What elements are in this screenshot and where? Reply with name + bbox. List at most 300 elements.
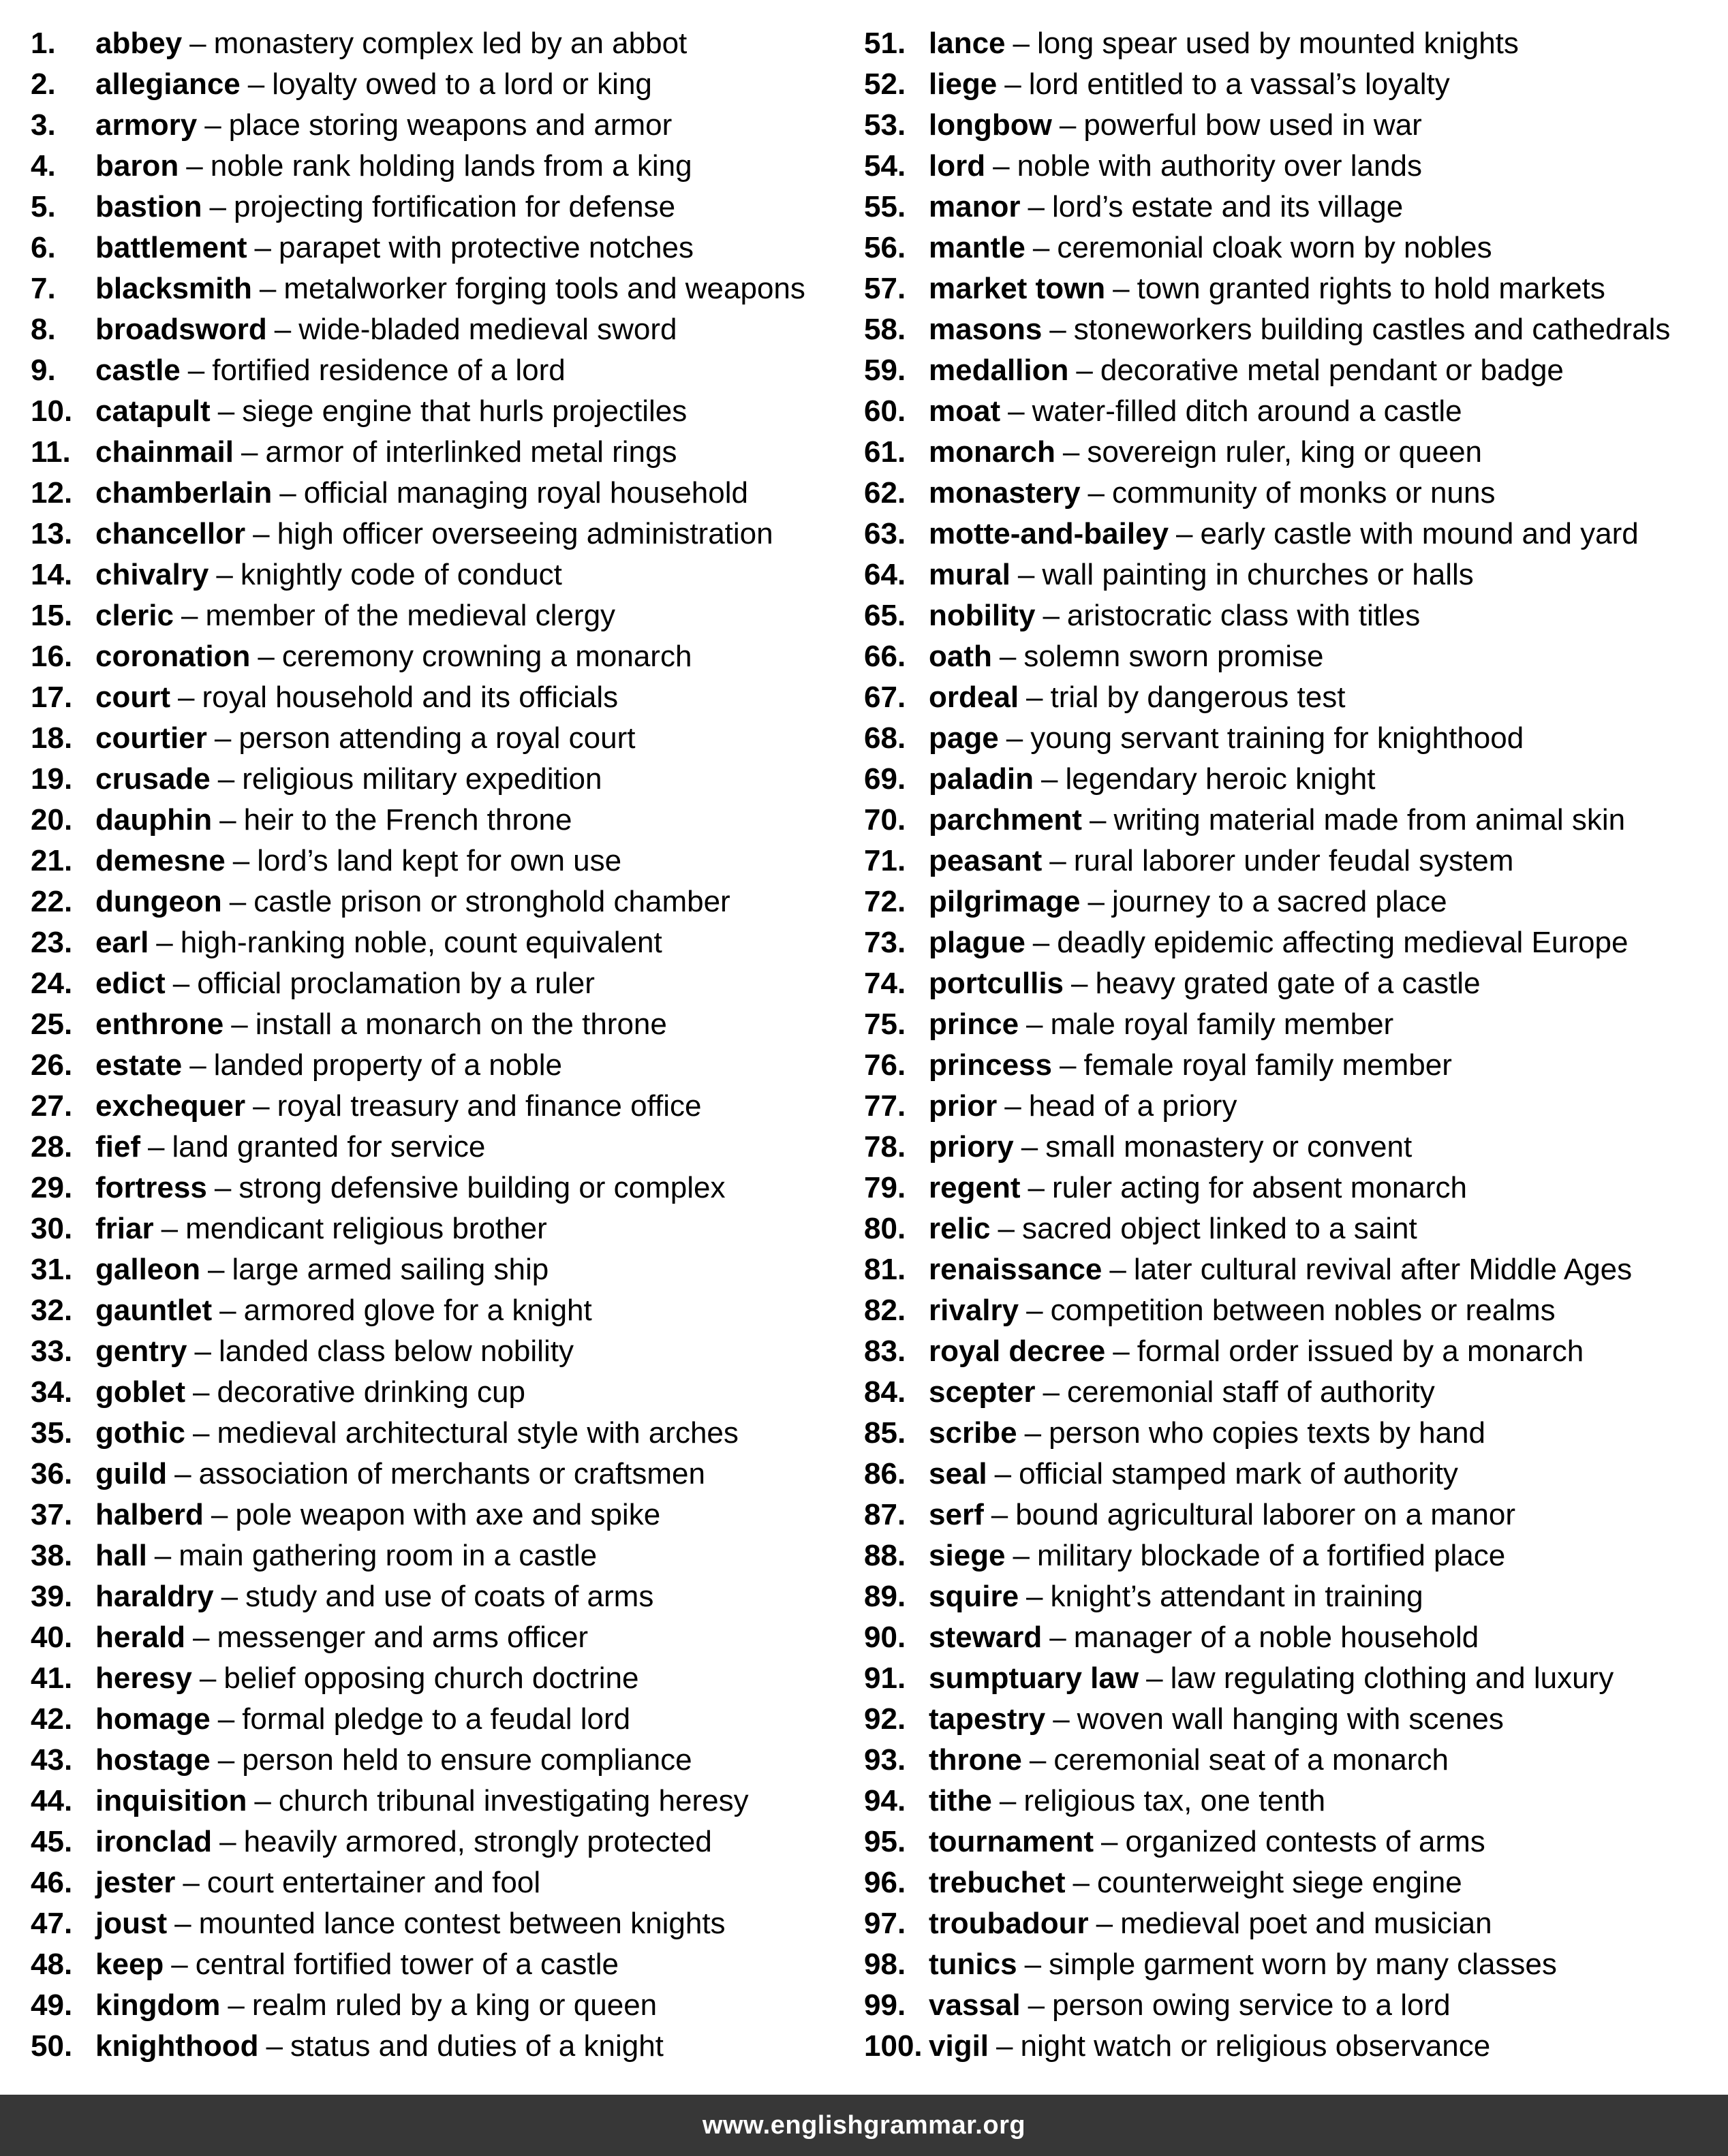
separator: –: [1004, 1089, 1021, 1123]
item-term: goblet: [95, 1375, 185, 1409]
separator: –: [189, 27, 206, 60]
item-number: 80.: [864, 1212, 906, 1245]
item-definition: military blockade of a fortified place: [1037, 1539, 1506, 1572]
item-term: estate: [95, 1048, 183, 1082]
item-term: princess: [929, 1048, 1052, 1082]
list-item: [31, 595, 848, 636]
list-item: [864, 1862, 1723, 1903]
list-item: [31, 2026, 848, 2067]
item-term: liege: [929, 67, 998, 101]
item-term: broadsword: [95, 313, 267, 346]
item-term: relic: [929, 1212, 991, 1245]
list-item: [31, 473, 848, 514]
list-item: [864, 1781, 1723, 1822]
separator: –: [204, 108, 221, 142]
item-number: 76.: [864, 1048, 906, 1082]
list-item: [864, 1208, 1723, 1249]
item-number: 40.: [31, 1621, 73, 1654]
separator: –: [154, 1539, 172, 1572]
vocabulary-list: [0, 23, 1728, 2087]
item-number: 64.: [864, 558, 906, 591]
item-number: 88.: [864, 1539, 906, 1572]
list-item: [31, 105, 848, 146]
item-term: court: [95, 681, 170, 714]
item-term: scepter: [929, 1375, 1036, 1409]
item-definition: town granted rights to hold markets: [1137, 272, 1605, 305]
item-number: 8.: [31, 313, 56, 346]
list-item: [864, 187, 1723, 228]
list-item: [31, 1862, 848, 1903]
item-number: 56.: [864, 231, 906, 264]
item-definition: fortified residence of a lord: [212, 354, 566, 387]
item-number: 36.: [31, 1457, 73, 1490]
item-number: 85.: [864, 1416, 906, 1450]
list-item: [31, 309, 848, 350]
list-item: [864, 1617, 1723, 1658]
separator: –: [996, 2029, 1013, 2063]
separator: –: [208, 1253, 225, 1286]
list-item: [31, 1372, 848, 1413]
item-definition: decorative metal pendant or badge: [1100, 354, 1564, 387]
list-item: [31, 1208, 848, 1249]
item-term: herald: [95, 1621, 186, 1654]
item-definition: church tribunal investigating heresy: [278, 1784, 749, 1817]
separator: –: [254, 231, 271, 264]
item-number: 26.: [31, 1048, 73, 1082]
item-term: keep: [95, 1948, 164, 1981]
item-definition: royal household and its officials: [202, 681, 619, 714]
separator: –: [254, 1784, 271, 1817]
separator: –: [217, 1743, 235, 1777]
list-item: [31, 1004, 848, 1045]
item-term: haraldry: [95, 1580, 214, 1613]
item-definition: belief opposing church doctrine: [223, 1661, 639, 1695]
separator: –: [1176, 517, 1193, 550]
list-item: [31, 23, 848, 64]
item-definition: night watch or religious observance: [1020, 2029, 1491, 2063]
separator: –: [1026, 1294, 1043, 1327]
separator: –: [999, 1784, 1017, 1817]
item-number: 70.: [864, 803, 906, 837]
item-number: 72.: [864, 885, 906, 918]
item-definition: ceremonial cloak worn by nobles: [1057, 231, 1492, 264]
separator: –: [1026, 681, 1043, 714]
separator: –: [279, 476, 296, 510]
list-item: [864, 309, 1723, 350]
list-item: [31, 268, 848, 309]
item-definition: court entertainer and fool: [206, 1866, 541, 1899]
list-item: [864, 1004, 1723, 1045]
item-number: 53.: [864, 108, 906, 142]
separator: –: [174, 1907, 191, 1940]
item-term: guild: [95, 1457, 168, 1490]
list-item: [864, 1331, 1723, 1372]
item-term: inquisition: [95, 1784, 247, 1817]
item-term: edict: [95, 967, 166, 1000]
separator: –: [1049, 313, 1066, 346]
item-number: 43.: [31, 1743, 73, 1777]
list-item: [864, 350, 1723, 391]
item-number: 61.: [864, 435, 906, 469]
item-number: 29.: [31, 1171, 73, 1204]
item-number: 33.: [31, 1334, 73, 1368]
item-term: crusade: [95, 762, 211, 796]
separator: –: [1101, 1825, 1118, 1858]
list-item: [31, 1822, 848, 1862]
item-number: 91.: [864, 1661, 906, 1695]
item-term: ordeal: [929, 681, 1019, 714]
list-item: [31, 187, 848, 228]
separator: –: [1008, 394, 1025, 428]
item-definition: solemn sworn promise: [1023, 640, 1324, 673]
item-number: 92.: [864, 1702, 906, 1736]
separator: –: [1062, 435, 1080, 469]
list-item: [864, 636, 1723, 677]
item-number: 75.: [864, 1007, 906, 1041]
item-number: 35.: [31, 1416, 73, 1450]
item-term: tunics: [929, 1948, 1017, 1981]
item-term: halberd: [95, 1498, 204, 1531]
item-definition: wall painting in churches or halls: [1042, 558, 1474, 591]
item-number: 78.: [864, 1130, 906, 1163]
item-number: 25.: [31, 1007, 73, 1041]
item-number: 28.: [31, 1130, 73, 1163]
separator: –: [991, 1498, 1008, 1531]
item-definition: ceremonial staff of authority: [1067, 1375, 1435, 1409]
item-definition: organized contests of arms: [1125, 1825, 1485, 1858]
item-term: chainmail: [95, 435, 234, 469]
item-definition: young servant training for knighthood: [1030, 721, 1524, 755]
item-definition: large armed sailing ship: [232, 1253, 549, 1286]
separator: –: [1017, 558, 1035, 591]
separator: –: [1006, 721, 1023, 755]
separator: –: [219, 803, 236, 837]
item-definition: realm ruled by a king or queen: [251, 1988, 658, 2022]
item-definition: place storing weapons and armor: [228, 108, 673, 142]
item-number: 24.: [31, 967, 73, 1000]
item-term: homage: [95, 1702, 211, 1736]
item-term: longbow: [929, 108, 1052, 142]
item-definition: pole weapon with axe and spike: [235, 1498, 661, 1531]
item-definition: status and duties of a knight: [290, 2029, 664, 2063]
item-number: 68.: [864, 721, 906, 755]
item-number: 97.: [864, 1907, 906, 1940]
separator: –: [216, 558, 233, 591]
item-definition: person attending a royal court: [238, 721, 636, 755]
list-item: [864, 1168, 1723, 1208]
item-number: 20.: [31, 803, 73, 837]
item-definition: association of merchants or craftsmen: [198, 1457, 706, 1490]
item-term: galleon: [95, 1253, 201, 1286]
list-item: [864, 473, 1723, 514]
list-item: [864, 881, 1723, 922]
item-number: 87.: [864, 1498, 906, 1531]
separator: –: [1049, 844, 1066, 877]
item-term: fortress: [95, 1171, 207, 1204]
list-item: [864, 1372, 1723, 1413]
item-term: lord: [929, 149, 986, 183]
item-term: monarch: [929, 435, 1055, 469]
item-number: 51.: [864, 27, 906, 60]
item-definition: person who copies texts by hand: [1049, 1416, 1485, 1450]
separator: –: [1024, 1416, 1042, 1450]
separator: –: [1113, 1334, 1130, 1368]
separator: –: [266, 2029, 283, 2063]
item-number: 52.: [864, 67, 906, 101]
item-definition: law regulating clothing and luxury: [1170, 1661, 1614, 1695]
item-term: prior: [929, 1089, 998, 1123]
item-definition: wide-bladed medieval sword: [298, 313, 677, 346]
item-definition: deadly epidemic affecting medieval Europe: [1057, 926, 1629, 959]
item-term: abbey: [95, 27, 183, 60]
item-number: 30.: [31, 1212, 73, 1245]
footer-bar: [0, 2095, 1728, 2156]
separator: –: [1029, 1743, 1047, 1777]
separator: –: [193, 1621, 210, 1654]
separator: –: [172, 967, 190, 1000]
item-number: 96.: [864, 1866, 906, 1899]
list-item: [864, 514, 1723, 554]
list-item: [864, 1495, 1723, 1535]
item-term: siege: [929, 1539, 1006, 1572]
list-item: [864, 1086, 1723, 1127]
item-number: 11.: [31, 435, 71, 469]
item-number: 39.: [31, 1580, 73, 1613]
item-term: chivalry: [95, 558, 209, 591]
item-number: 79.: [864, 1171, 906, 1204]
item-definition: bound agricultural laborer on a manor: [1015, 1498, 1515, 1531]
item-number: 62.: [864, 476, 906, 510]
item-definition: female royal family member: [1083, 1048, 1452, 1082]
list-item: [864, 1127, 1723, 1168]
separator: –: [1146, 1661, 1163, 1695]
item-number: 49.: [31, 1988, 73, 2022]
list-item: [31, 432, 848, 473]
item-term: armory: [95, 108, 198, 142]
item-term: paladin: [929, 762, 1034, 796]
item-term: castle: [95, 354, 181, 387]
list-item: [31, 636, 848, 677]
item-number: 9.: [31, 354, 56, 387]
list-item: [31, 1617, 848, 1658]
list-item: [31, 1331, 848, 1372]
separator: –: [186, 149, 203, 183]
item-definition: sacred object linked to a saint: [1022, 1212, 1417, 1245]
list-item: [864, 759, 1723, 800]
separator: –: [229, 885, 247, 918]
separator: –: [999, 640, 1017, 673]
list-item: [31, 1495, 848, 1535]
item-number: 7.: [31, 272, 56, 305]
separator: –: [247, 67, 265, 101]
separator: –: [174, 1457, 191, 1490]
separator: –: [1028, 190, 1045, 223]
separator: –: [199, 1661, 217, 1695]
item-number: 3.: [31, 108, 56, 142]
item-term: gauntlet: [95, 1294, 213, 1327]
separator: –: [1071, 967, 1088, 1000]
list-item: [864, 841, 1723, 881]
separator: –: [171, 1948, 188, 1981]
item-definition: heavily armored, strongly protected: [243, 1825, 712, 1858]
separator: –: [192, 1375, 210, 1409]
item-definition: ceremonial seat of a monarch: [1053, 1743, 1449, 1777]
item-term: fief: [95, 1130, 140, 1163]
item-number: 23.: [31, 926, 73, 959]
item-definition: main gathering room in a castle: [179, 1539, 598, 1572]
item-number: 15.: [31, 599, 73, 632]
list-item: [864, 105, 1723, 146]
item-number: 6.: [31, 231, 56, 264]
item-definition: mendicant religious brother: [185, 1212, 547, 1245]
list-item: [864, 1658, 1723, 1699]
item-definition: religious military expedition: [242, 762, 602, 796]
list-item: [31, 1699, 848, 1740]
list-item: [31, 922, 848, 963]
separator: –: [1021, 1130, 1038, 1163]
separator: –: [259, 272, 277, 305]
separator: –: [219, 1294, 236, 1327]
item-definition: messenger and arms officer: [217, 1621, 589, 1654]
item-term: hostage: [95, 1743, 211, 1777]
list-item: [864, 432, 1723, 473]
item-number: 89.: [864, 1580, 906, 1613]
item-definition: projecting fortification for defense: [233, 190, 676, 223]
list-item: [864, 1454, 1723, 1495]
separator: –: [274, 313, 292, 346]
item-number: 14.: [31, 558, 73, 591]
separator: –: [241, 435, 258, 469]
separator: –: [1026, 1580, 1043, 1613]
item-definition: community of monks or nuns: [1112, 476, 1496, 510]
item-term: knighthood: [95, 2029, 259, 2063]
list-item: [31, 1086, 848, 1127]
list-item: [864, 963, 1723, 1004]
item-definition: simple garment worn by many classes: [1049, 1948, 1557, 1981]
item-term: parchment: [929, 803, 1082, 837]
item-term: nobility: [929, 599, 1036, 632]
separator: –: [1013, 27, 1030, 60]
item-term: mural: [929, 558, 1010, 591]
item-term: monastery: [929, 476, 1081, 510]
item-term: manor: [929, 190, 1021, 223]
separator: –: [1041, 762, 1058, 796]
item-definition: metalworker forging tools and weapons: [283, 272, 805, 305]
separator: –: [232, 844, 250, 877]
separator: –: [1089, 803, 1107, 837]
item-term: troubadour: [929, 1907, 1089, 1940]
item-term: vigil: [929, 2029, 989, 2063]
item-term: vassal: [929, 1988, 1021, 2022]
item-term: squire: [929, 1580, 1019, 1613]
item-definition: powerful bow used in war: [1083, 108, 1422, 142]
item-number: 60.: [864, 394, 906, 428]
item-definition: castle prison or stronghold chamber: [253, 885, 730, 918]
item-term: dungeon: [95, 885, 222, 918]
item-term: blacksmith: [95, 272, 252, 305]
list-item: [864, 1045, 1723, 1086]
item-number: 71.: [864, 844, 906, 877]
item-term: trebuchet: [929, 1866, 1066, 1899]
item-definition: mounted lance contest between knights: [198, 1907, 726, 1940]
item-term: plague: [929, 926, 1025, 959]
list-item: [31, 1413, 848, 1454]
item-number: 84.: [864, 1375, 906, 1409]
item-term: renaissance: [929, 1253, 1102, 1286]
list-item: [31, 1740, 848, 1781]
separator: –: [221, 1580, 238, 1613]
item-term: sumptuary law: [929, 1661, 1139, 1695]
item-number: 81.: [864, 1253, 906, 1286]
item-definition: landed class below nobility: [218, 1334, 574, 1368]
item-definition: person owing service to a lord: [1052, 1988, 1451, 2022]
separator: –: [1073, 1866, 1090, 1899]
item-term: pilgrimage: [929, 885, 1081, 918]
item-definition: lord’s land kept for own use: [257, 844, 622, 877]
item-term: oath: [929, 640, 992, 673]
item-term: prince: [929, 1007, 1019, 1041]
footer-website-link[interactable]: www.englishgrammar.org: [702, 2110, 1026, 2140]
item-number: 27.: [31, 1089, 73, 1123]
item-term: page: [929, 721, 999, 755]
item-number: 94.: [864, 1784, 906, 1817]
item-number: 16.: [31, 640, 73, 673]
separator: –: [214, 1171, 232, 1204]
item-definition: rural laborer under feudal system: [1073, 844, 1514, 877]
separator: –: [1087, 476, 1105, 510]
list-item: [31, 718, 848, 759]
item-number: 19.: [31, 762, 73, 796]
list-item: [31, 391, 848, 432]
separator: –: [219, 1825, 236, 1858]
item-definition: parapet with protective notches: [278, 231, 694, 264]
list-item: [31, 881, 848, 922]
item-term: gentry: [95, 1334, 187, 1368]
item-term: regent: [929, 1171, 1021, 1204]
item-definition: stoneworkers building castles and cathedrals: [1073, 313, 1671, 346]
separator: –: [1076, 354, 1093, 387]
list-item: [864, 1985, 1723, 2026]
item-definition: landed property of a noble: [213, 1048, 562, 1082]
item-number: 55.: [864, 190, 906, 223]
separator: –: [1024, 1948, 1042, 1981]
item-term: priory: [929, 1130, 1014, 1163]
list-item: [864, 1699, 1723, 1740]
item-number: 46.: [31, 1866, 73, 1899]
item-definition: loyalty owed to a lord or king: [272, 67, 652, 101]
list-item: [31, 800, 848, 841]
item-term: rivalry: [929, 1294, 1019, 1327]
item-number: 77.: [864, 1089, 906, 1123]
list-item: [31, 1290, 848, 1331]
item-definition: competition between nobles or realms: [1050, 1294, 1556, 1327]
separator: –: [217, 394, 235, 428]
item-number: 93.: [864, 1743, 906, 1777]
item-definition: central fortified tower of a castle: [195, 1948, 619, 1981]
item-term: chancellor: [95, 517, 246, 550]
item-term: serf: [929, 1498, 984, 1531]
item-definition: head of a priory: [1028, 1089, 1237, 1123]
item-definition: lord’s estate and its village: [1051, 190, 1404, 223]
item-definition: strong defensive building or complex: [238, 1171, 726, 1204]
item-term: coronation: [95, 640, 251, 673]
item-number: 73.: [864, 926, 906, 959]
item-definition: knightly code of conduct: [240, 558, 562, 591]
separator: –: [194, 1334, 211, 1368]
list-item: [31, 514, 848, 554]
separator: –: [258, 640, 275, 673]
item-number: 5.: [31, 190, 56, 223]
